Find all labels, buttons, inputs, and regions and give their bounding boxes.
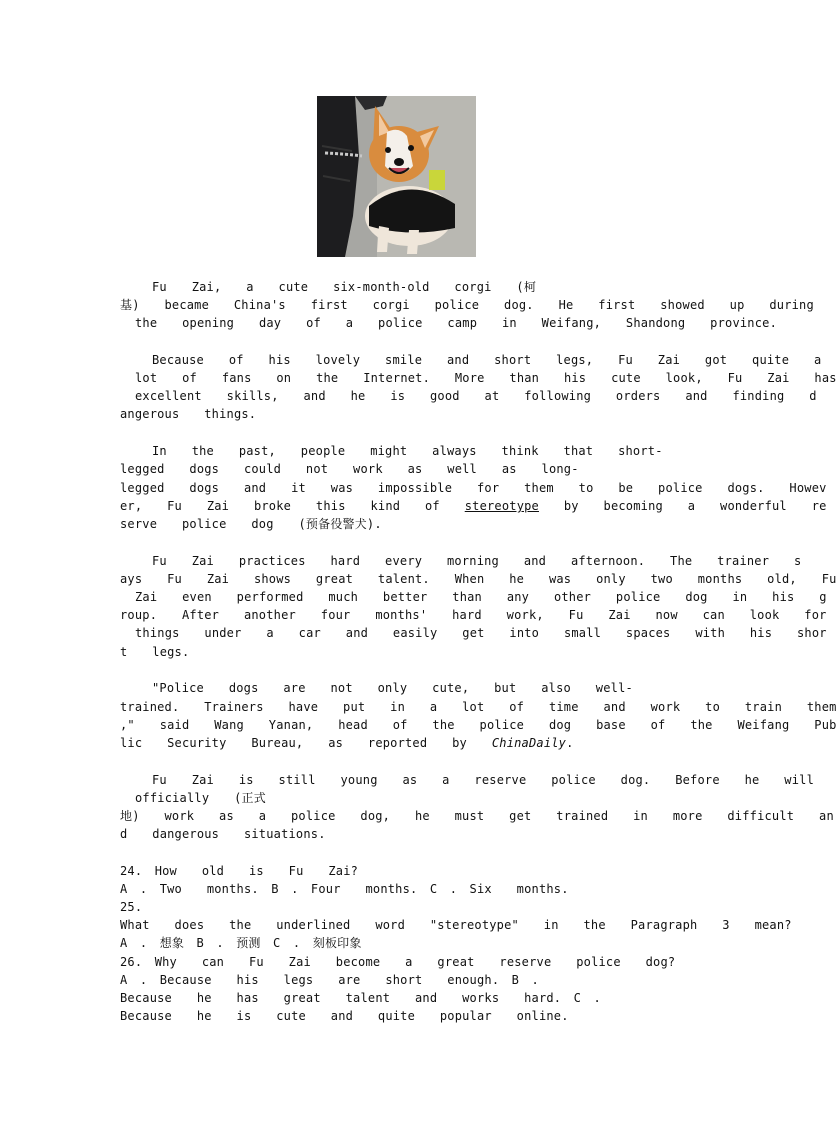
para4-line6: t legs. bbox=[120, 645, 190, 659]
para6-line2: officially (正式 bbox=[135, 791, 266, 805]
para3-line4 bbox=[120, 497, 827, 515]
para5-line3: ," said Wang Yanan, head of the police dog base of the Weifang Pub bbox=[120, 718, 837, 732]
question-25: What does the underlined word "stereotype" in the Paragraph 3 mean? bbox=[120, 918, 792, 932]
para1-line3: the opening day of a police camp in Weifang, Shandong province. bbox=[135, 316, 777, 330]
para6-line4: d dangerous situations. bbox=[120, 827, 326, 841]
para6-line3: 地) work as a police dog, he must get trained in more difficult an bbox=[120, 809, 834, 823]
para5-line1: "Police dogs are not only cute, but also well- bbox=[152, 681, 633, 695]
para2-line1: Because of his lovely smile and short legs, Fu Zai got quite a bbox=[152, 353, 822, 367]
para3-line5: serve police dog (预备役警犬). bbox=[120, 517, 382, 531]
para3-line4-end: by becoming a wonderful re bbox=[538, 499, 827, 513]
para5-line4 bbox=[120, 734, 574, 752]
para5-line4-start: lic Security Bureau, as reported by bbox=[120, 736, 492, 750]
question-26-option-a: A . Because his legs are short enough. B . bbox=[120, 973, 539, 987]
para3-line3: legged dogs and it was impossible for them to be police dogs. Howev bbox=[120, 481, 827, 495]
para3-line1: In the past, people might always think that short- bbox=[152, 444, 663, 458]
para4-line3: Zai even performed much better than any other police dog in his g bbox=[135, 590, 827, 604]
para2-line3: excellent skills, and he is good at following orders and finding d bbox=[135, 389, 817, 403]
question-25-options: A . 想象 B . 预测 C . 刻板印象 bbox=[120, 936, 362, 950]
para5-line4-end: . bbox=[566, 736, 574, 750]
question-26-option-b: Because he has great talent and works hard. C . bbox=[120, 991, 601, 1005]
para4-line2: ays Fu Zai shows great talent. When he was only two months old, Fu bbox=[120, 572, 837, 586]
para2-line4: angerous things. bbox=[120, 407, 257, 421]
para2-line2: lot of fans on the Internet. More than his cute look, Fu Zai has bbox=[135, 371, 837, 385]
para1-line1: Fu Zai, a cute six-month-old corgi (柯 bbox=[152, 280, 537, 294]
corgi-image bbox=[317, 96, 476, 257]
para4-line4: roup. After another four months' hard work, Fu Zai now can look for bbox=[120, 608, 827, 622]
question-24: 24. How old is Fu Zai? bbox=[120, 864, 359, 878]
para3-line4-start: er, Fu Zai broke this kind of bbox=[120, 499, 465, 513]
underlined-word-stereotype: stereotype bbox=[464, 499, 539, 513]
para5-line2: trained. Trainers have put in a lot of time and work to train them bbox=[120, 700, 837, 714]
question-26: 26. Why can Fu Zai become a great reserve police dog? bbox=[120, 955, 676, 969]
para6-line1: Fu Zai is still young as a reserve police dog. Before he will bbox=[152, 773, 814, 787]
para3-line2: legged dogs could not work as well as long- bbox=[120, 462, 579, 476]
para1-line2: 基) became China's first corgi police dog. He first showed up during bbox=[120, 298, 814, 312]
source-chinadaily: ChinaDaily bbox=[491, 736, 567, 750]
question-26-option-c: Because he is cute and quite popular online. bbox=[120, 1009, 569, 1023]
question-24-options: A . Two months. B . Four months. C . Six months. bbox=[120, 882, 569, 896]
corgi-photo bbox=[317, 96, 476, 257]
para4-line1: Fu Zai practices hard every morning and afternoon. The trainer s bbox=[152, 554, 802, 568]
para4-line5: things under a car and easily get into small spaces with his shor bbox=[135, 626, 827, 640]
question-25-number: 25. bbox=[120, 900, 143, 914]
